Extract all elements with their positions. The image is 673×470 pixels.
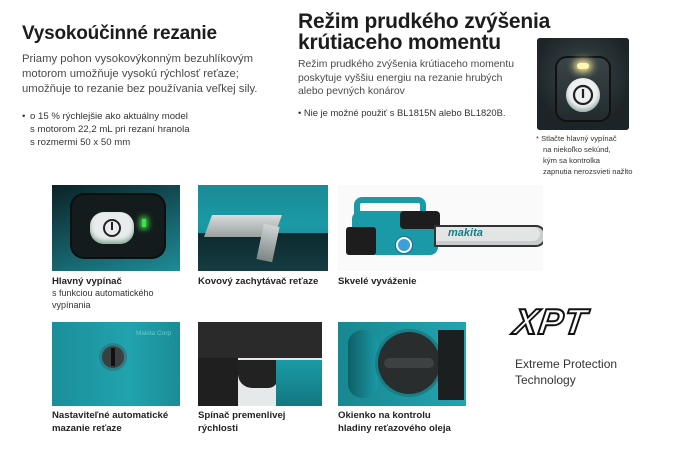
section-desc-torque-boost <box>298 58 514 99</box>
feature-trigger <box>198 409 285 435</box>
trigger-photo <box>198 322 322 406</box>
oiling-photo <box>52 322 180 406</box>
feature-oiling <box>52 409 168 435</box>
adjust-screw-icon <box>102 346 124 368</box>
section-title-torque-boost <box>298 11 550 53</box>
torque-switch-photo <box>537 38 629 130</box>
xpt-caption-line: Technology <box>515 373 576 387</box>
feature-main-switch <box>52 275 154 311</box>
section-desc-high-performance <box>22 52 257 97</box>
xpt-logo <box>511 301 590 342</box>
feature-title: Okienko na kontrolu <box>338 410 431 421</box>
title-line: krútiaceho momentu <box>298 31 501 54</box>
makita-corp-text: Makita Corp <box>136 330 172 337</box>
oil-cap-icon <box>378 332 440 394</box>
title-line: Režim prudkého zvýšenia <box>298 10 551 33</box>
desc-line: alebo pevných konárov <box>298 86 405 97</box>
bullet-line: s rozmermi 50 x 50 mm <box>30 137 131 148</box>
chainsaw-photo <box>338 185 543 271</box>
power-button-icon <box>90 212 134 244</box>
desc-line: umožňuje to rezanie bez používania veľkej sily. <box>22 83 258 95</box>
feature-title: Hlavný vypínač <box>52 276 122 287</box>
feature-title: Skvelé vyváženie <box>338 276 417 287</box>
torque-switch-note <box>536 133 633 177</box>
power-button-icon <box>566 78 600 112</box>
section-title-high-performance: Vysokoúčinné rezanie <box>22 23 217 44</box>
main-switch-photo <box>52 185 180 271</box>
feature-oil-window <box>338 409 451 435</box>
note-line: zapnutia nerozsvieti nažlto <box>543 167 633 176</box>
bullet-speed <box>22 110 190 149</box>
xpt-caption <box>515 356 617 388</box>
feature-subtitle: vypínania <box>52 299 91 310</box>
feature-chain-catcher <box>198 275 318 288</box>
desc-line: poskytuje vyššiu energiu na rezanie hrubých <box>298 72 503 84</box>
led-yellow-icon <box>577 63 589 69</box>
chain-catcher-photo <box>198 185 328 271</box>
feature-balance <box>338 275 416 288</box>
bullet-text: Nie je možné použiť s BL1815N alebo BL1820B. <box>303 107 506 118</box>
feature-title: Nastaviteľné automatické <box>52 410 169 421</box>
feature-subtitle: s funkciou automatického <box>52 288 154 298</box>
led-green-icon <box>142 219 146 227</box>
feature-title: hladiny reťazového oleja <box>338 423 451 434</box>
feature-title: Kovový zachytávač reťaze <box>198 276 319 287</box>
bullet-battery-warning <box>298 107 505 118</box>
oil-window-photo <box>338 322 466 406</box>
note-line: Stlačte hlavný vypínač <box>541 134 617 143</box>
feature-title: rýchlosti <box>198 423 238 434</box>
desc-line: Režim prudkého zvýšenia krútiaceho momentu <box>298 59 514 70</box>
desc-line: motorom umožňuje vysokú rýchlosť reťaze; <box>22 68 239 80</box>
xpt-logo-text: XPT <box>511 301 590 342</box>
note-line: kým sa kontrolka <box>543 156 600 165</box>
note-asterisk: * <box>536 134 542 143</box>
note-line: na niekoľko sekúnd, <box>543 145 611 154</box>
feature-title: Spínač premenlivej <box>198 410 286 421</box>
xpt-caption-line: Extreme Protection <box>515 357 618 371</box>
bullet-line: s motorom 22,2 mL pri rezaní hranola <box>30 124 190 135</box>
bullet-line: o 15 % rýchlejšie ako aktuálny model <box>30 111 188 122</box>
feature-title: mazanie reťaze <box>52 423 122 434</box>
balance-point-icon <box>396 237 412 253</box>
desc-line: Priamy pohon vysokovýkonným bezuhlíkovým <box>22 53 254 65</box>
makita-logo: makita <box>448 227 483 239</box>
bullet-dot: • <box>22 111 26 122</box>
bullet-dot: • <box>298 107 304 118</box>
